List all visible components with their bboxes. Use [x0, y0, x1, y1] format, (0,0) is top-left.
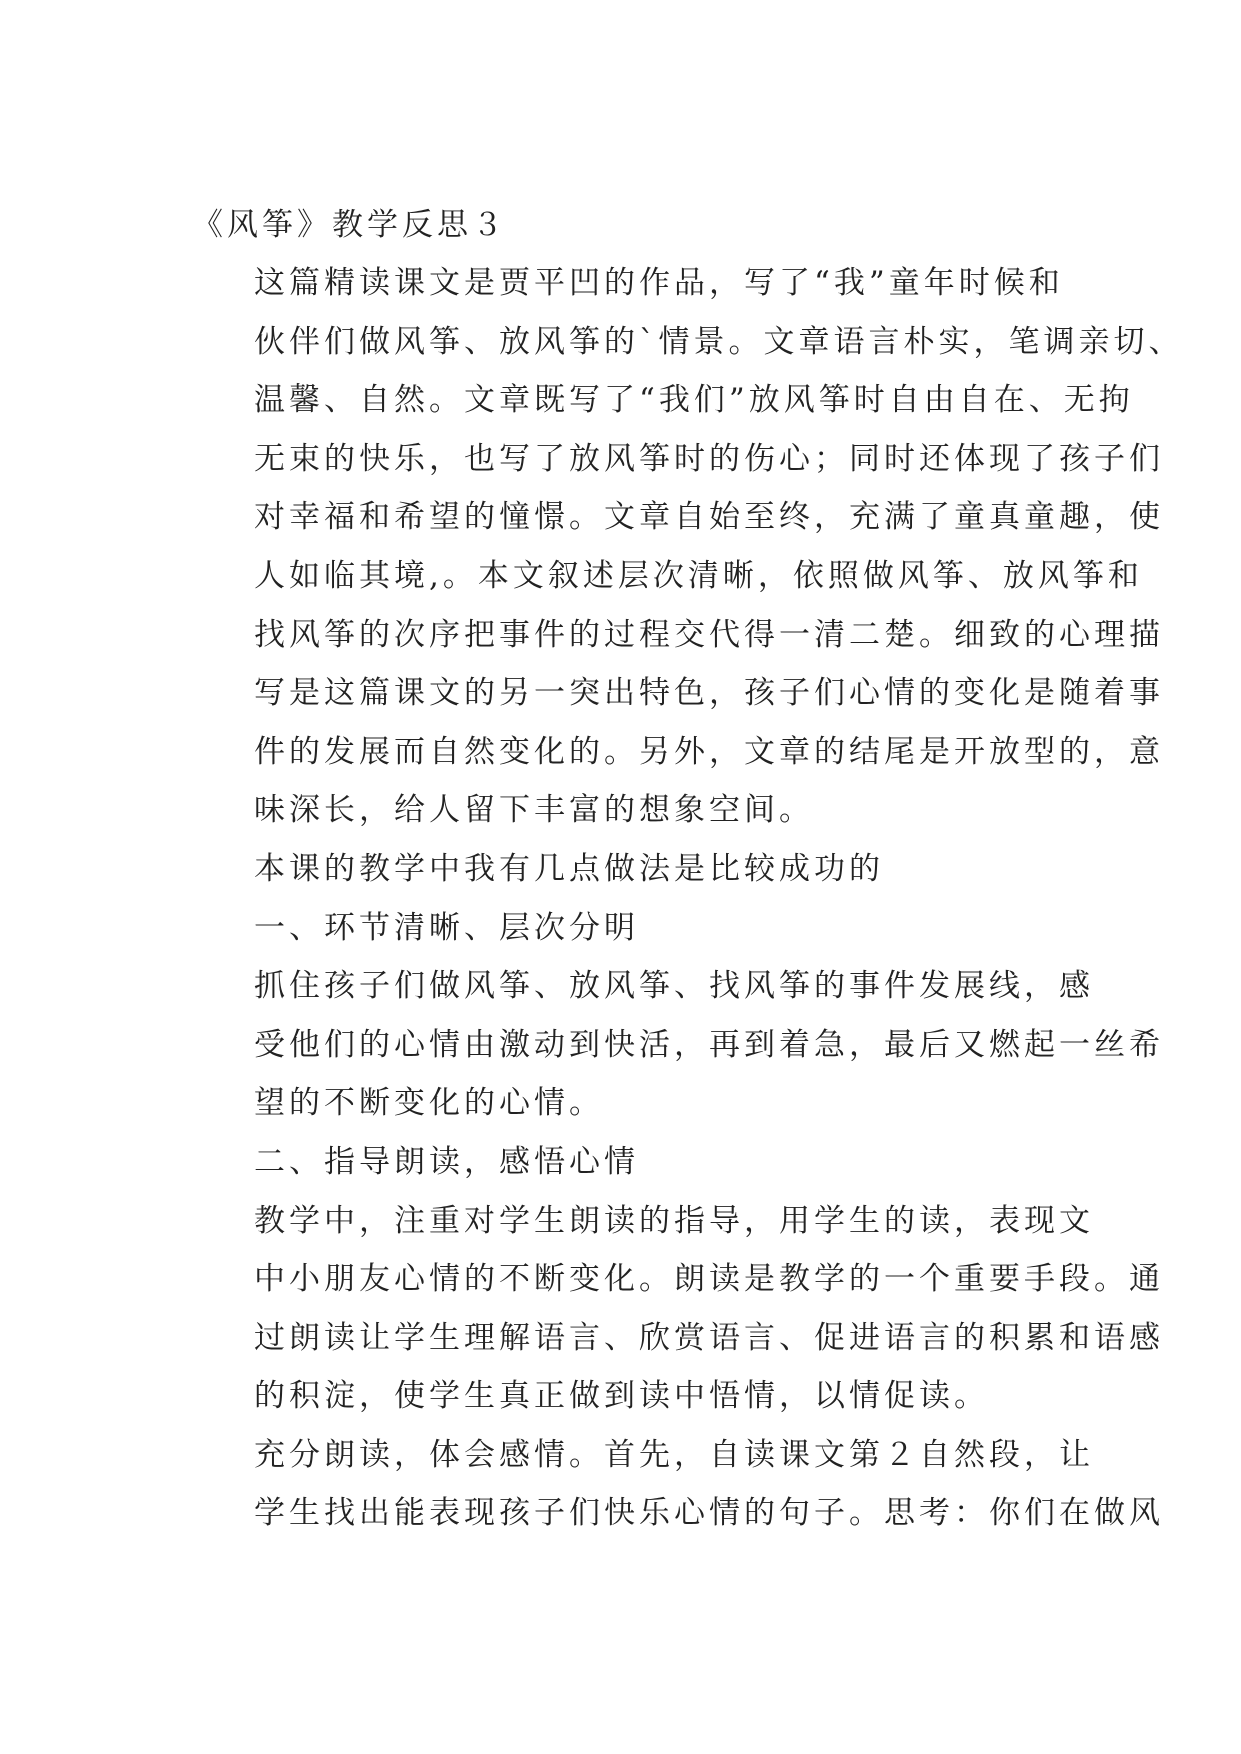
- text-line: 受他们的心情由激动到快活，再到着急，最后又燃起一丝希: [254, 1026, 1164, 1063]
- text-line: 件的发展而自然变化的。另外，文章的结尾是开放型的，意: [254, 733, 1164, 770]
- text-line: 这篇精读课文是贾平凹的作品，写了“我”童年时候和: [254, 265, 1064, 301]
- text-line: 学生找出能表现孩子们快乐心情的句子。思考：你们在做风: [254, 1495, 1164, 1532]
- document-title: 《风筝》教学反思３: [192, 207, 507, 243]
- text-line: 中小朋友心情的不断变化。朗读是教学的一个重要手段。通: [254, 1261, 1164, 1298]
- text-line: 找风筝的次序把事件的过程交代得一清二楚。细致的心理描: [254, 616, 1164, 653]
- paragraph-success-intro: [192, 840, 1052, 899]
- paragraph-section-2: [192, 1192, 1164, 1426]
- text-line: 温馨、自然。文章既写了“我们”放风筝时自由自在、无拘: [254, 382, 1134, 419]
- paragraph-intro: [192, 254, 1184, 840]
- section-heading-2: [192, 1133, 1052, 1192]
- text-line: 过朗读让学生理解语言、欣赏语言、促进语言的积累和语感: [254, 1319, 1164, 1356]
- text-line: 二、指导朗读，感悟心情: [254, 1143, 639, 1180]
- paragraph-reading: [192, 1426, 1164, 1543]
- text-line: 伙伴们做风筝、放风筝的`情景。文章语言朴实，笔调亲切、: [254, 323, 1184, 360]
- text-line: 本课的教学中我有几点做法是比较成功的: [254, 850, 884, 887]
- document-body: [192, 196, 1184, 1543]
- text-line: 抓住孩子们做风筝、放风筝、找风筝的事件发展线，感: [254, 968, 1094, 1005]
- text-line: 无束的快乐，也写了放风筝时的伤心；同时还体现了孩子们: [254, 440, 1164, 477]
- text-line: 写是这篇课文的另一突出特色，孩子们心情的变化是随着事: [254, 675, 1164, 712]
- text-line: 的积淀，使学生真正做到读中悟情，以情促读。: [254, 1378, 989, 1415]
- text-line: 教学中，注重对学生朗读的指导，用学生的读，表现文: [254, 1202, 1094, 1239]
- text-line: 对幸福和希望的憧憬。文章自始至终，充满了童真童趣，使: [254, 499, 1164, 536]
- section-heading-1: [192, 899, 1052, 958]
- paragraph-section-1: [192, 957, 1164, 1133]
- text-line: 味深长，给人留下丰富的想象空间。: [254, 792, 814, 829]
- text-line: 人如临其境,。本文叙述层次清晰，依照做风筝、放风筝和: [254, 557, 1143, 594]
- text-line: 一、环节清晰、层次分明: [254, 909, 639, 946]
- text-line: 充分朗读，体会感情。首先，自读课文第２自然段，让: [254, 1436, 1094, 1473]
- text-line: 望的不断变化的心情。: [254, 1085, 604, 1122]
